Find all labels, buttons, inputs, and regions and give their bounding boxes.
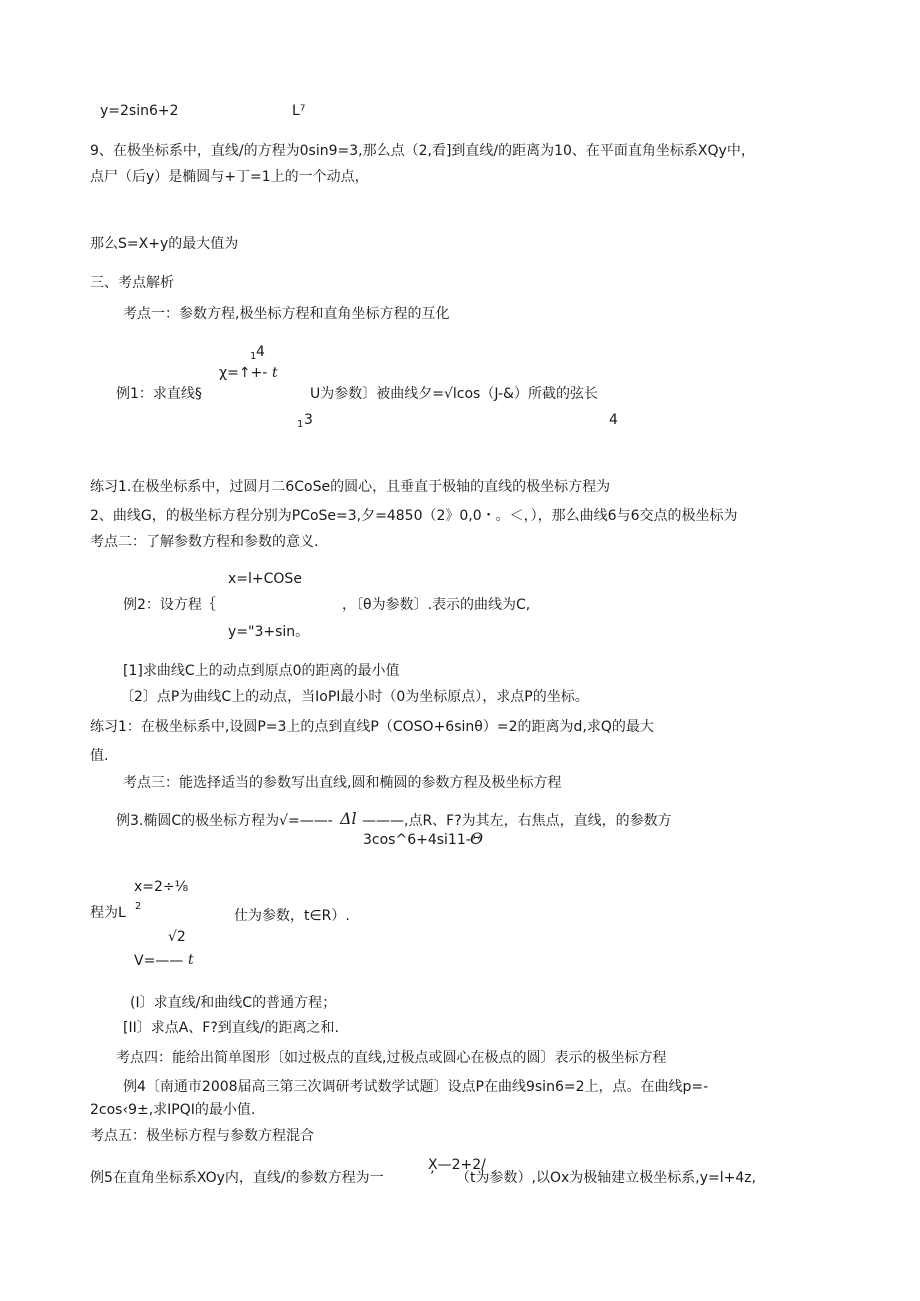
text-line: ，〔θ为参数〕.表示的曲线为C,: [342, 597, 531, 613]
text-line: 例3.椭圆C的极坐标方程为√=——-: [116, 813, 333, 829]
topic-heading: 考点一：参数方程,极坐标方程和直角坐标方程的互化: [123, 306, 450, 322]
text-line: 2、曲线G，的极坐标方程分别为PCoSe=3,夕=4850（2》0,0・。＜，），那么曲线6与6交点的极坐标为: [90, 508, 738, 524]
formula-fragment: V=——: [134, 953, 184, 969]
text-line: 那么S=X+y的最大值为: [90, 236, 239, 252]
text-line: 值.: [90, 748, 109, 764]
formula-fragment: y="3+sin。: [228, 624, 310, 640]
topic-heading: 考点五：极坐标方程与参数方程混合: [90, 1128, 314, 1144]
text-line: 例5在直角坐标系XOy内，直线/的参数方程为一: [90, 1170, 384, 1186]
formula-fragment: ’: [430, 1169, 435, 1185]
text-line: 例1：求直线§: [116, 386, 202, 402]
text-line: U为参数〕被曲线夕=√lcos（J-&）所截的弦长: [310, 386, 598, 402]
text-line: 9、在极坐标系中，直线/的方程为0sin9=3,那么点（2,看]到直线/的距离为10、在平面直角坐标系XQy中，: [90, 143, 755, 159]
formula-fragment: x=l+COSe: [228, 571, 302, 587]
text-line: 2cos‹9±,求IPQI的最小值.: [90, 1102, 256, 1118]
text-line: 〔2〕点P为曲线C上的动点，当IoPI最小时（0为坐标原点），求点P的坐标。: [120, 689, 589, 705]
formula-fragment: t: [188, 952, 194, 968]
formula-fragment: 3cos^6+4si11-: [363, 832, 471, 848]
text-line: y=2sin6+2: [100, 103, 179, 119]
formula-fragment: √2: [168, 929, 186, 945]
text-line: L⁷: [292, 103, 306, 119]
text-line: 练习1.在极坐标系中，过圆月二6CoSe的圆心，且垂直于极轴的直线的极坐标方程为: [90, 479, 611, 495]
text-line: 例4〔南通市2008届高三第三次调研考试数学试题〕设点P在曲线9sin6=2上，点。在曲线p=-: [123, 1079, 709, 1095]
formula-fragment: 1: [250, 351, 257, 362]
text-line: 点尸（后y）是椭圆与+丁=1上的一个动点，: [90, 169, 369, 185]
topic-heading: 考点三：能选择适当的参数写出直线,圆和椭圆的参数方程及极坐标方程: [123, 775, 562, 791]
text-line: [II〕求点A、F?到直线/的距离之和.: [123, 1020, 339, 1036]
formula-fragment: χ=↑+-: [219, 365, 268, 381]
formula-fragment: 3: [304, 412, 313, 428]
formula-fragment: t: [272, 365, 278, 381]
formula-fragment: x=2÷⅛: [134, 879, 189, 895]
topic-heading: 考点四：能给出简单图形〔如过极点的直线,过极点或圆心在极点的圆〕表示的极坐标方程: [116, 1050, 667, 1066]
topic-heading: 考点二：了解参数方程和参数的意义.: [90, 534, 319, 550]
text-line: (I〕求直线/和曲线C的普通方程；: [130, 995, 337, 1011]
text-line: 练习1：在极坐标系中,设圆P=3上的点到直线P（COSO+6sinθ）=2的距离为d,求Q的最大: [90, 719, 654, 735]
text-line: 例2：设方程｛: [123, 597, 216, 613]
section-heading: 三、考点解析: [90, 275, 174, 291]
text-line: （t为参数）,以Ox为极轴建立极坐标系,y=l+4z,: [456, 1170, 757, 1186]
formula-fragment: Δl: [340, 809, 357, 828]
text-line: [1]求曲线C上的动点到原点0的距离的最小值: [123, 663, 400, 679]
text-line: 仕为参数，t∈R）.: [234, 908, 350, 924]
formula-fragment: 4: [609, 412, 618, 428]
text-line: 程为L: [90, 905, 126, 921]
formula-fragment: 1: [297, 419, 304, 430]
formula-fragment: Θ: [470, 829, 484, 848]
formula-fragment: 2: [135, 901, 142, 912]
formula-fragment: X—2+2/: [428, 1157, 486, 1173]
text-line: ———,点R、F?为其左，右焦点，直线，的参数方: [362, 813, 672, 829]
formula-fragment: 4: [256, 344, 265, 360]
